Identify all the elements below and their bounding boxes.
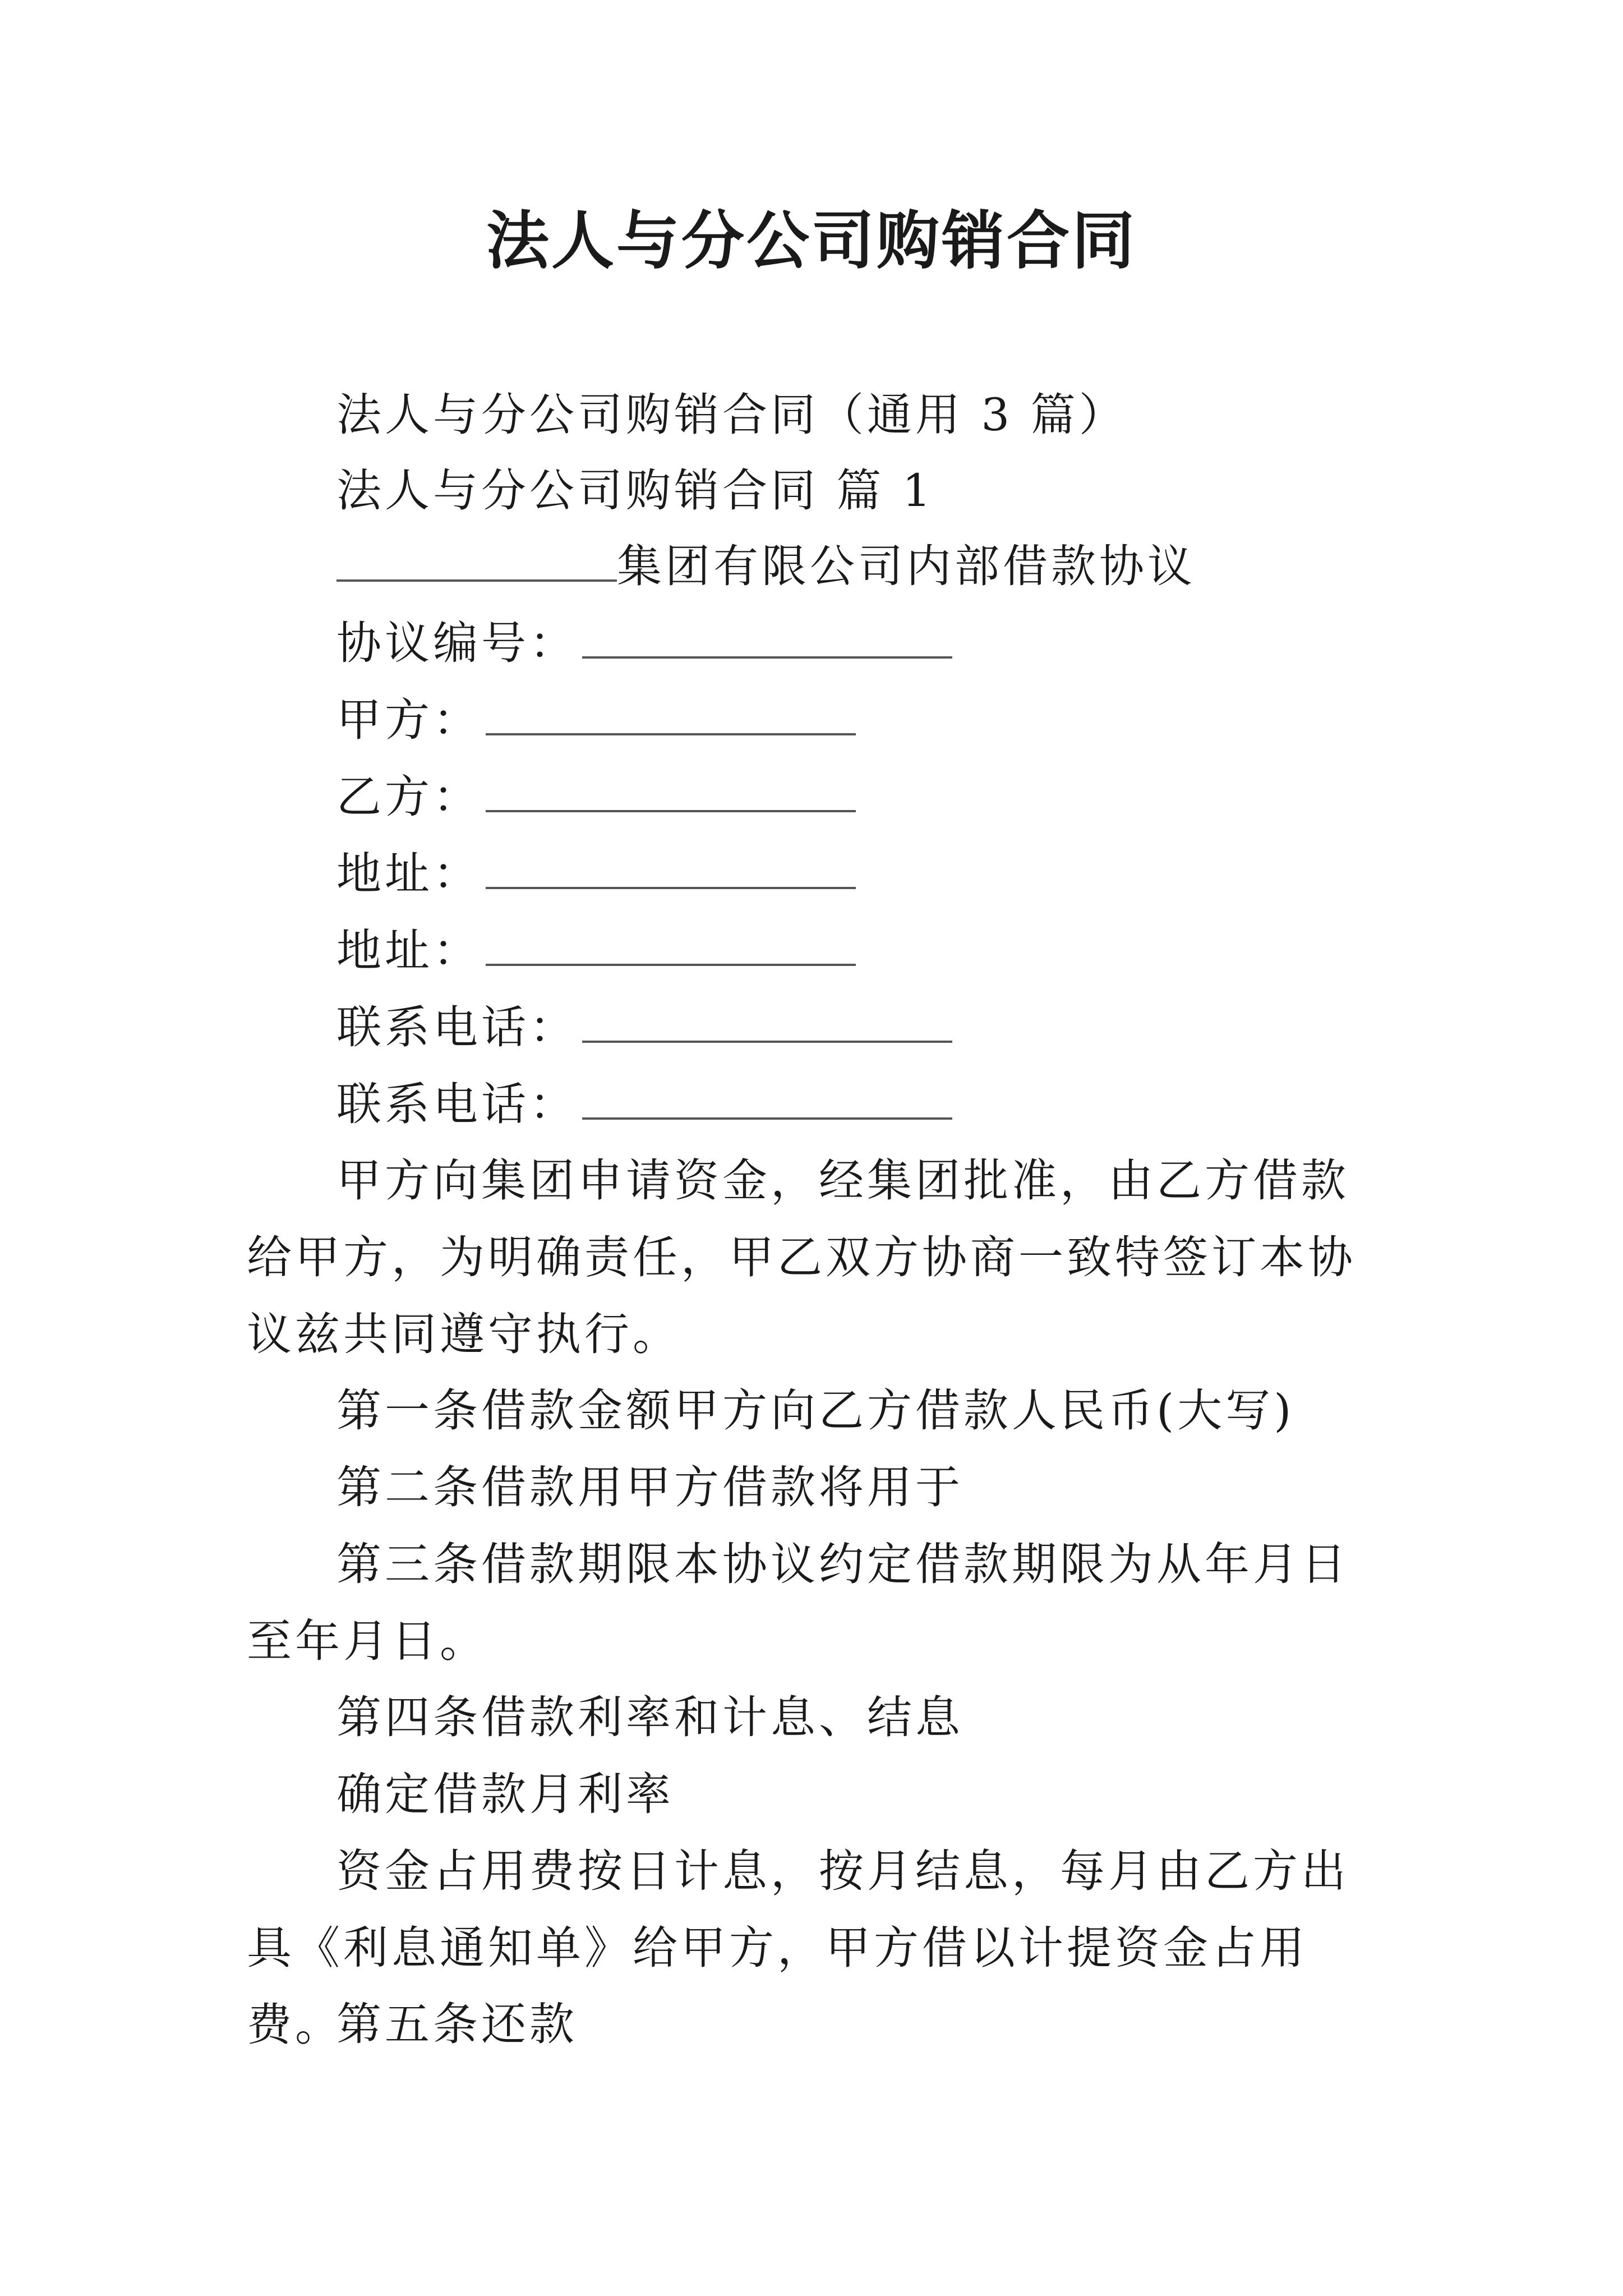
phone-a-blank (582, 1001, 952, 1043)
phone-b-row (336, 1076, 952, 1133)
address-a-blank (486, 848, 856, 889)
document-title: 法人与分公司购销合同 (486, 204, 1137, 278)
fee-paragraph: 资金占用费按日计息，按月结息，每月由乙方出具《利息通知单》给甲方，甲方借以计提资金占用费。 (247, 1845, 1349, 2051)
document-subtitle: 法人与分公司购销合同（通用 3 篇） (336, 389, 1127, 441)
article-1: 第一条借款金额甲方向乙方借款人民币(大写) (336, 1384, 1295, 1437)
intro-paragraph: 甲方向集团申请资金，经集团批准，由乙方借款给甲方，为明确责任，甲乙双方协商一致特签订本协议兹共同遵守执行。 (247, 1154, 1356, 1360)
phone-b-label: 联系电话： (336, 1078, 578, 1130)
article-5: 第五条还款 (336, 1998, 578, 2050)
agreement-title: 集团有限公司内部借款协议 (617, 540, 1196, 592)
party-a-row (336, 692, 856, 748)
agreement-no-label: 协议编号： (336, 617, 578, 669)
agreement-no-row (336, 615, 952, 671)
interest-rate-line: 确定借款月利率 (336, 1768, 674, 1820)
agreement-no-blank (582, 617, 952, 659)
address-a-row (336, 846, 856, 902)
party-b-row (336, 769, 856, 825)
phone-b-blank (582, 1078, 952, 1120)
address-b-blank (486, 924, 856, 966)
party-b-blank (486, 771, 856, 812)
phone-a-row (336, 1000, 952, 1056)
party-b-label: 乙方： (336, 771, 481, 823)
article-3: 第三条借款期限本协议约定借款期限为从年月日至年月日。 (247, 1538, 1349, 1667)
section-heading: 法人与分公司购销合同 篇 1 (336, 464, 934, 517)
phone-a-label: 联系电话： (336, 1001, 578, 1053)
company-name-blank (336, 540, 617, 582)
article-2: 第二条借款用甲方借款将用于 (336, 1461, 963, 1513)
party-a-blank (486, 694, 856, 735)
article-4: 第四条借款利率和计息、结息 (336, 1691, 963, 1743)
party-a-label: 甲方： (336, 694, 481, 746)
address-a-label: 地址： (336, 848, 481, 900)
agreement-title-line (336, 539, 1196, 595)
address-b-row (336, 923, 856, 979)
address-b-label: 地址： (336, 924, 481, 977)
